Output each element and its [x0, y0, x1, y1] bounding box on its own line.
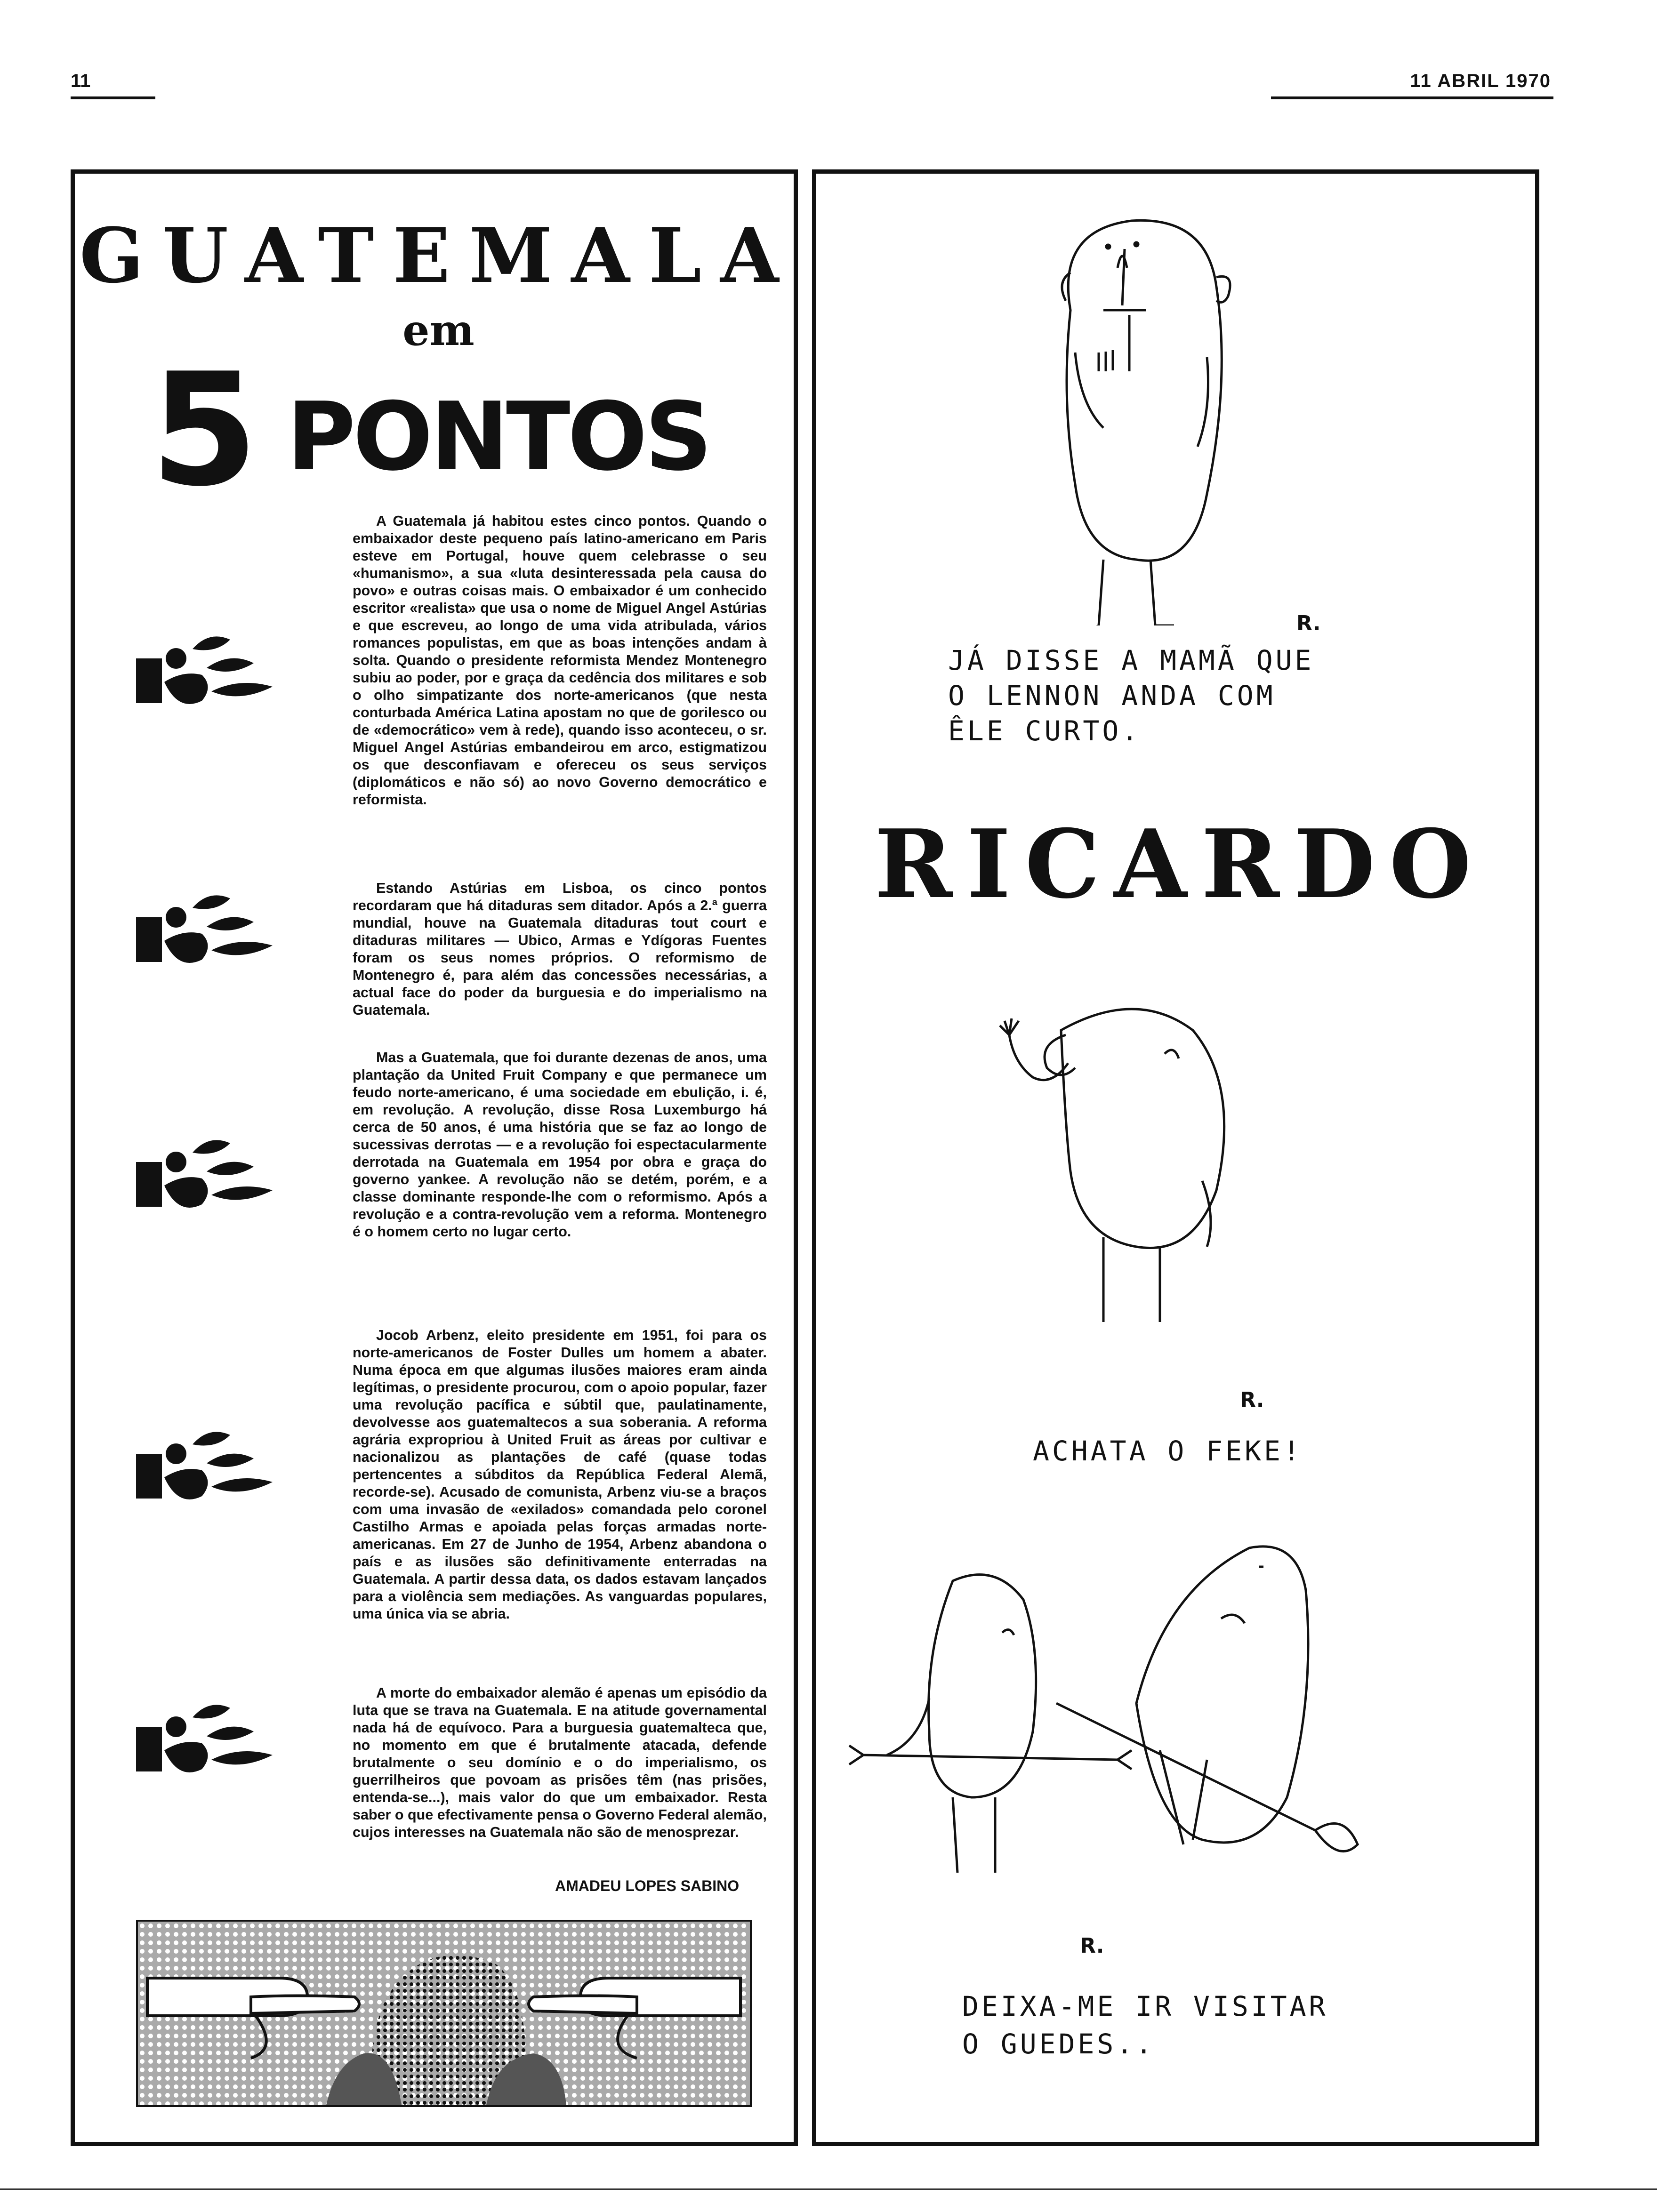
article-big-number: 5 — [150, 340, 258, 521]
paragraph-4: Jocob Arbenz, eleito presidente em 1951, foi para os norte-americanos de Foster Dulles um homem a abater. Numa época em que algumas ilusões maiores eram ainda legítimas, o presidente procurou, com o apoio popular, fazer uma revolução pacífica e súbtil que, paulatinamente, devolvesse aos guatemaltecos a sua soberania. A reforma agrária expropriou à United Fruit as áreas por cultivar e nacionalizou as plantações de café (quase todas pertencentes a súbditos da República Federal Alemã, recorde-se). Acusado de comunista, Arbenz viu-se a braços com uma invasão de «exilados» comandada pelo coronel Castilho Armas e apoiada pelas forças armadas norte-americanas. Em 27 de Junho de 1954, Arbenz abandona o país e as ilusões são definitivamente enterradas na Guatemala. A partir dessa data, os dados estavam lançados para a violência sem mediações. As vanguardas populares, uma única via se abria. — [353, 1327, 767, 1622]
cartoon-caption-3-line-2: O GUEDES.. — [962, 2028, 1155, 2060]
paragraph-3: Mas a Guatemala, que foi durante dezenas de anos, uma plantação da United Fruit Company e que permanece um feudo norte-americano, é uma sociedade em ebulição, i. é, em revolução. A revolução, disse Rosa Luxemburgo há cerca de 50 anos, é uma história que se faz ao longo de sucessivas derrotas — e a revolução foi espectacularmente derrotada na Guatemala em 1954 por obra e graça do governo yankee. A revolução não se detém, porém, e a classe dominante responde-lhe com o reformismo. Após a revolução e a contra-revolução vem a reforma. Montenegro é o homem certo no lugar certo. — [353, 1050, 767, 1240]
article-author: AMADEU LOPES SABINO — [555, 1877, 740, 1894]
article-subtitle-em: em — [402, 305, 475, 355]
page-bottom-rule — [0, 2188, 1657, 2190]
five-points-emblem-icon — [131, 1699, 310, 1788]
header-rule-right — [1271, 96, 1553, 99]
cartoon-caption-1-line-3: ÊLE CURTO. — [948, 715, 1141, 747]
header-rule-left — [71, 96, 155, 99]
paragraph-5: A morte do embaixador alemão é apenas um episódio da luta que se trava na Guatemala. E na atitude governamental nada há de equívoco. Para a burguesia guatemalteca que, no momento em que é brutalmente atacada, defende brutalmente o seu domínio e o do imperialismo, os guerrilheiros que povoam as prisões têm (nas prisões, entenda-se...), mais valor do que um embaixador. Resta saber o que efectivamente pensa o Governo Federal alemão, cujos interesses na Guatemala não são de menosprezar. — [353, 1685, 767, 1840]
page-date: 11 ABRIL 1970 — [1410, 71, 1551, 91]
cartoon-caption-1-line-2: O LENNON ANDA COM — [948, 680, 1276, 712]
five-points-emblem-icon — [131, 1426, 310, 1515]
article-title: GUATEMALA — [79, 211, 798, 300]
article-big-word: PONTOS — [287, 382, 710, 492]
cartoon-caption-1-line-1: JÁ DISSE A MAMÃ QUE — [948, 644, 1314, 676]
five-points-emblem-icon — [131, 1134, 310, 1223]
cartoonist-heading: RICARDO — [874, 809, 1486, 920]
pointing-hands-illustration — [136, 1920, 752, 2107]
page-number: 11 — [71, 71, 91, 91]
cartoon-figure-three — [835, 1534, 1381, 1891]
cartoon-figure-one — [1028, 202, 1292, 625]
cartoon-signature-3: R. — [1080, 1934, 1104, 1958]
cartoon-caption-3-line-1: DEIXA-ME IR VISITAR — [962, 1990, 1328, 2022]
five-points-emblem-icon — [131, 889, 310, 978]
cartoon-panel — [812, 169, 1539, 2146]
cartoon-signature-2: R. — [1240, 1388, 1264, 1412]
article-panel — [71, 169, 798, 2146]
paragraph-2: Estando Astúrias em Lisboa, os cinco pontos recordaram que há ditaduras sem ditador. Após a 2.ª guerra mundial, houve na Guatemala ditaduras tout court e ditaduras militares — Ubico, Armas e Ydígoras Fuentes foram os seus nomes próprios. O reformismo de Montenegro é, para além das concessões necessárias, a actual face do poder da burguesia e do imperialismo na Guatemala. — [353, 880, 767, 1018]
cartoon-figure-two — [995, 993, 1259, 1350]
cartoon-caption-2: ACHATA O FEKE! — [1033, 1435, 1303, 1467]
five-points-emblem-icon — [131, 630, 310, 720]
cartoon-signature-1: R. — [1296, 611, 1321, 635]
paragraph-1: A Guatemala já habitou estes cinco pontos. Quando o embaixador deste pequeno país latino-americano em Paris esteve em Portugal, houve quem celebrasse o seu «humanismo», a sua «luta desinteressada pela causa do povo» e outras coisas mais. O embaixador é um conhecido escritor «realista» que usa o nome de Miguel Angel Astúrias e que escreveu, ao longo de uma vida atribulada, vários romances populistas, em que as boas intenções andam à solta. Quando o presidente reformista Mendez Montenegro subiu ao poder, por e graça da cedência dos militares e sob o olho simpatizante dos norte-americanos (que nesta conturbada América Latina apostam no que de gorilesco ou de «democrático» vem à rede), quando isso aconteceu, o sr. Miguel Angel Astúrias embandeirou em arco, estigmatizou os que desconfiavam e ofereceu os seus serviços (diplomáticos e não só) ao novo Governo democrático e reformista. — [353, 513, 767, 808]
